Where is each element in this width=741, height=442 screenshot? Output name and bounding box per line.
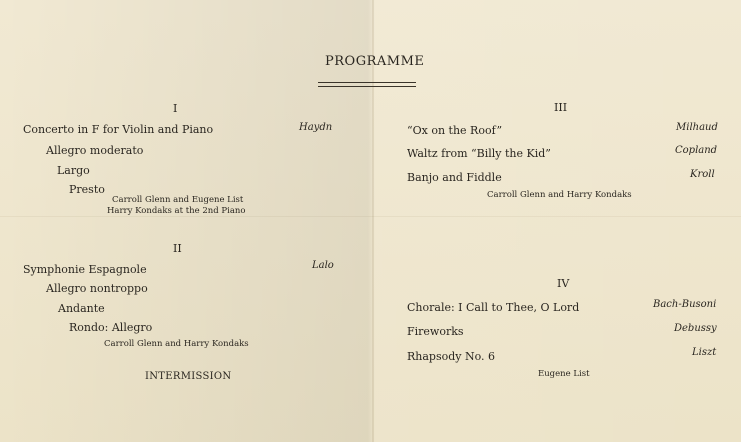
part-3-numeral: III xyxy=(554,101,568,114)
part-1-performers-2: Harry Kondaks at the 2nd Piano xyxy=(107,206,246,216)
title-rule-top xyxy=(318,82,416,83)
part-2-movement-3: Rondo: Allegro xyxy=(69,321,153,334)
part-2-movement-1: Allegro nontroppo xyxy=(46,282,148,295)
part-1-numeral: I xyxy=(173,102,178,115)
part-3-work-1: “Ox on the Roof” xyxy=(407,124,503,137)
part-1-movement-3: Presto xyxy=(69,183,105,196)
part-1-work: Concerto in F for Violin and Piano xyxy=(23,123,214,136)
horizontal-crease xyxy=(0,216,741,217)
part-4-performers: Eugene List xyxy=(538,369,590,379)
part-4-numeral: IV xyxy=(557,277,570,290)
part-4-composer-1: Bach-Busoni xyxy=(653,299,717,310)
part-3-composer-2: Copland xyxy=(675,145,718,156)
part-2-work: Symphonie Espagnole xyxy=(23,263,147,276)
part-4-composer-2: Debussy xyxy=(674,323,717,334)
part-4-work-2: Fireworks xyxy=(407,325,464,338)
part-1-composer: Haydn xyxy=(299,122,333,133)
part-1-movement-2: Largo xyxy=(57,164,90,177)
part-3-performers: Carroll Glenn and Harry Kondaks xyxy=(487,190,632,200)
part-3-composer-3: Kroll xyxy=(690,169,715,180)
part-1-performers-1: Carroll Glenn and Eugene List xyxy=(112,195,244,205)
part-4-work-3: Rhapsody No. 6 xyxy=(407,350,496,363)
part-3-composer-1: Milhaud xyxy=(676,122,718,133)
part-3-work-3: Banjo and Fiddle xyxy=(407,171,502,184)
part-4-work-1: Chorale: I Call to Thee, O Lord xyxy=(407,301,580,314)
intermission-label: INTERMISSION xyxy=(145,371,232,382)
title-rule-bottom xyxy=(318,86,416,87)
part-3-work-2: Waltz from “Billy the Kid” xyxy=(407,147,551,160)
part-2-movement-2: Andante xyxy=(58,302,105,315)
part-2-composer: Lalo xyxy=(312,260,334,271)
programme-title: PROGRAMME xyxy=(325,54,425,69)
part-1-movement-1: Allegro moderato xyxy=(46,144,144,157)
part-2-numeral: II xyxy=(173,242,182,255)
part-4-composer-3: Liszt xyxy=(692,347,717,358)
part-2-performers: Carroll Glenn and Harry Kondaks xyxy=(104,339,249,349)
